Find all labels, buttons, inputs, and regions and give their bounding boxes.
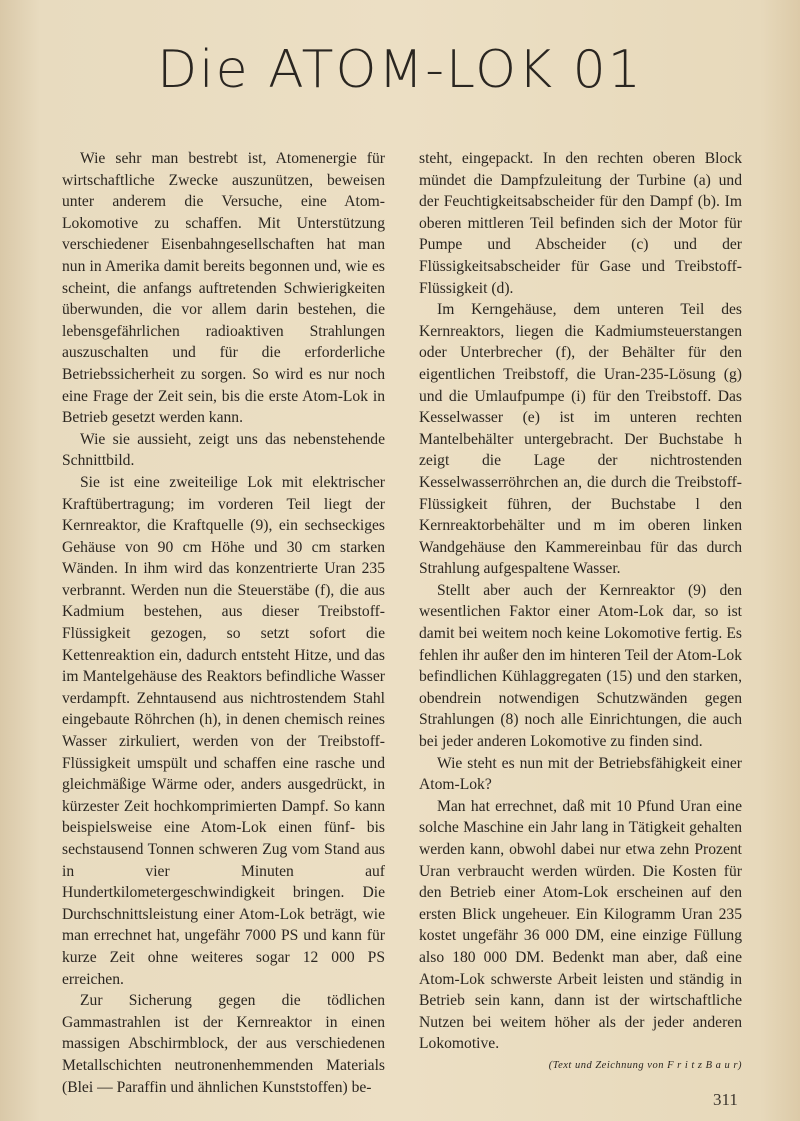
- paragraph: Im Kerngehäuse, dem unteren Teil des Kernreaktors, liegen die Kadmiumsteuerstangen oder Unterbrecher (f), der Behälter für den eigentlichen Treibstoff, die Uran-235-Lösung (g) und die Umlaufpumpe (i) für den Treibstoff. Das Kesselwasser (e) ist im unteren rechten Mantelbehälter untergebracht. Der Buchstabe h zeigt die Lage der nichtrostenden Kesselwasserröhrchen an, die durch die Treibstoff-Flüssigkeit führen, der Buchstabe l den Kernreaktorbehälter und m im oberen linken Wandgehäuse den Kammereinbau für das durch Strahlung aufgespaltene Wasser.: [419, 301, 742, 578]
- article-title: Die ATOM-LOK 01: [157, 40, 643, 100]
- page-number: 311: [713, 1090, 738, 1109]
- right-column: [419, 148, 742, 1077]
- author-credit: (Text und Zeichnung von F r i t z B a u r): [548, 1059, 742, 1071]
- paragraph: Wie sie aussieht, zeigt uns das nebenstehende Schnittbild.: [62, 430, 385, 470]
- left-column: [62, 148, 385, 1098]
- paragraph: Wie sehr man bestrebt ist, Atomenergie für wirtschaftliche Zwecke auszunützen, beweisen unter anderem die Versuche, eine Atom-Lokomotive zu schaffen. Mit Unterstützung verschiedener Eisenbahngesellschaften hat man nun in Amerika damit bereits begonnen und, wie es scheint, die anfangs auftretenden Schwierigkeiten überwunden, die vor allem darin bestehen, die lebensgefährlichen radioaktiven Strahlungen auszuschalten und für die erforderliche Betriebssicherheit zu sorgen. So wird es nur noch eine Frage der Zeit sein, bis die erste Atom-Lok in Betrieb gesetzt werden kann.: [62, 150, 385, 427]
- paragraph: Sie ist eine zweiteilige Lok mit elektrischer Kraftübertragung; im vorderen Teil liegt der Kernreaktor, die Kraftquelle (9), ein sechseckiges Gehäuse von 90 cm Höhe und 30 cm starken Wänden. In ihm wird das konzentrierte Uran 235 verbrannt. Werden nun die Steuerstäbe (f), die aus Kadmium bestehen, aus dieser Treibstoff-Flüssigkeit gezogen, so setzt sofort die Kettenreaktion ein, dadurch entsteht Hitze, und das im Mantelgehäuse des Reaktors befindliche Wasser verdampft. Zehntausend aus nichtrostendem Stahl eingebaute Röhrchen (h), in denen chemisch reines Wasser zirkuliert, werden von der Treibstoff-Flüssigkeit umspült und schaffen eine rasche und gleichmäßige Wärme oder, anders ausgedrückt, in kürzester Zeit hochkomprimierten Dampf. So kann beispielsweise eine Atom-Lok einen fünf- bis sechstausend Tonnen schweren Zug vom Stand aus in vier Minuten auf Hundertkilometergeschwindigkeit bringen. Die Durchschnittsleistung einer Atom-Lok beträgt, wie man errechnet hat, ungefähr 7000 PS und kann für kurze Zeit ohne weiteres sogar 12 000 PS erreichen.: [62, 473, 385, 988]
- paragraph: steht, eingepackt. In den rechten oberen Block mündet die Dampfzuleitung der Turbine (a) und der Feuchtigkeitsabscheider für den Dampf (b). Im oberen mittleren Teil befinden sich der Motor für Pumpe und Abscheider (c) und der Flüssigkeitsabscheider für Gase und Treibstoff-Flüssigkeit (d).: [419, 150, 742, 297]
- paragraph: Stellt aber auch der Kernreaktor (9) den wesentlichen Faktor einer Atom-Lok dar, so ist damit bei weitem noch keine Lokomotive fertig. Es fehlen ihr außer den im hinteren Teil der Atom-Lok befindlichen Kühlaggregaten (15) und den starken, obendrein notwendigen Schutzwänden gegen Strahlungen (8) noch alle Einrichtungen, die auch bei jeder anderen Lokomotive zu finden sind.: [419, 581, 742, 751]
- paragraph: Zur Sicherung gegen die tödlichen Gammastrahlen ist der Kernreaktor in einen massigen Abschirmblock, der aus verschiedenen Metallschichten neutronenhemmenden Materials (Blei — Paraffin und ähnlichen Kunststoffen) be-: [62, 992, 385, 1096]
- paragraph: Wie steht es nun mit der Betriebsfähigkeit einer Atom-Lok?: [419, 754, 742, 794]
- paragraph: Man hat errechnet, daß mit 10 Pfund Uran eine solche Maschine ein Jahr lang in Tätigkeit gehalten werden kann, obwohl dabei nur etwa zehn Prozent Uran verbraucht werden würden. Die Kosten für den Betrieb einer Atom-Lok erscheinen auf den ersten Blick ungeheuer. Ein Kilogramm Uran 235 kostet ungefähr 36 000 DM, eine einzige Füllung also 180 000 DM. Bedenkt man aber, daß eine Atom-Lok schwerste Arbeit leisten und ständig in Betrieb sein kann, dann ist der wirtschaftliche Nutzen bei weitem höher als der jeder anderen Lokomotive.: [419, 797, 742, 1053]
